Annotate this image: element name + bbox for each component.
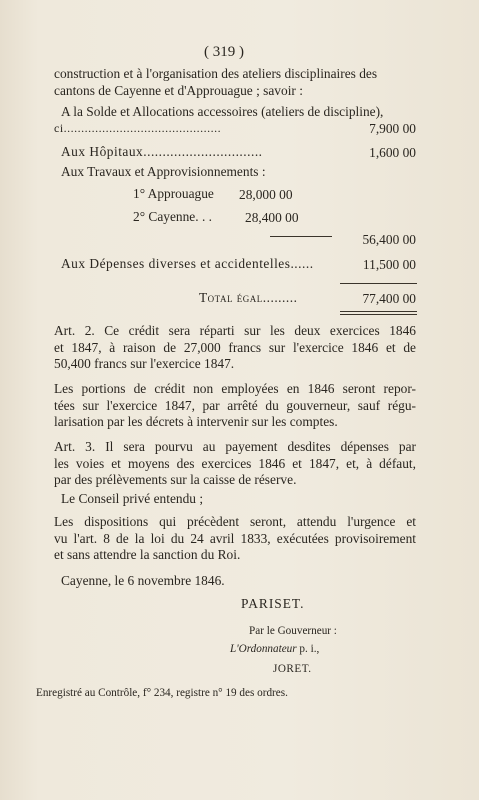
intro-line-2: cantons de Cayenne et d'Approuague ; savoir :: [54, 83, 303, 98]
portions-line-2: tées sur l'exercice 1847, par arrêté du gouverneur, sauf régu-: [54, 398, 416, 413]
intro-line-1: construction et à l'organisation des ateliers disciplinaires des: [54, 66, 378, 81]
registration-note: Enregistré au Contrôle, f° 234, registre n° 19 des ordres.: [36, 687, 288, 699]
ordonnateur-title: L'Ordonnateur: [230, 643, 297, 655]
dispositions-line-1: Les dispositions qui précèdent seront, attendu l'urgence et: [54, 514, 416, 529]
solde-line-1: A la Solde et Allocations accessoires (ateliers de discipline),: [61, 104, 384, 119]
portions-paragraph: [54, 380, 416, 430]
dispositions-line-3: et sans attendre la sanction du Roi.: [54, 547, 241, 562]
article-2-line-3: 50,400 francs sur l'exercice 1847.: [54, 356, 235, 371]
travaux-label: Aux Travaux et Approvisionnements :: [61, 164, 266, 179]
total-double-rule-top: [340, 311, 417, 312]
ordonnateur-suffix: p. i.,: [296, 643, 320, 655]
ordonnateur-line: [230, 641, 319, 657]
signature-pariset: PARISET.: [241, 596, 305, 611]
cayenne-amount: 28,400 00: [245, 210, 299, 225]
article-2: [54, 322, 416, 372]
subtotal-rule: [270, 236, 332, 237]
hopitaux-amount: 1,600 00: [369, 145, 416, 160]
article-3-line-3: par des prélèvements sur la caisse de réserve.: [54, 472, 297, 487]
depenses-amount: 11,500 00: [362, 257, 416, 272]
article-2-line-2: et 1847, à raison de 27,000 francs sur l'exercice 1846 et de: [54, 340, 416, 355]
total-rule: [340, 283, 417, 284]
dispositions-paragraph: [54, 513, 416, 563]
depenses-label: Aux Dépenses diverses et accidentelles......: [61, 256, 314, 271]
page-number: ( 319 ): [204, 44, 244, 60]
total-amount: 77,400 00: [362, 291, 416, 306]
date-line: Cayenne, le 6 novembre 1846.: [61, 573, 225, 588]
solde-amount: 7,900 00: [369, 121, 416, 136]
article-3-line-1: Art. 3. Il sera pourvu au payement desdites dépenses par: [54, 439, 416, 454]
cayenne-label: 2° Cayenne. . .: [133, 209, 212, 224]
travaux-amount: 56,400 00: [362, 232, 416, 247]
approuague-amount: 28,000 00: [239, 187, 293, 202]
solde-line-2: ci.............................................: [54, 121, 222, 135]
total-double-rule-bottom: [340, 314, 417, 315]
article-3-line-2: les voies et moyens des exercices 1846 et 1847, et, à défaut,: [54, 456, 416, 471]
signature-joret: JORET.: [273, 663, 312, 675]
approuague-label: 1° Approuague: [133, 186, 214, 201]
portions-line-1: Les portions de crédit non employées en 1846 seront repor-: [54, 381, 416, 396]
conseil-line: Le Conseil privé entendu ;: [61, 491, 204, 506]
total-label: Total égal.........: [199, 290, 298, 305]
portions-line-3: larisation par les décrets à intervenir sur les comptes.: [54, 414, 338, 429]
article-3: [54, 438, 416, 488]
par-le-gouverneur: Par le Gouverneur :: [249, 625, 337, 637]
dispositions-line-2: vu l'art. 8 de la loi du 24 avril 1833, exécutées provisoirement: [54, 531, 416, 546]
hopitaux-label: Aux Hôpitaux...............................: [61, 144, 263, 159]
article-2-line-1: Art. 2. Ce crédit sera réparti sur les deux exercices 1846: [54, 323, 416, 338]
